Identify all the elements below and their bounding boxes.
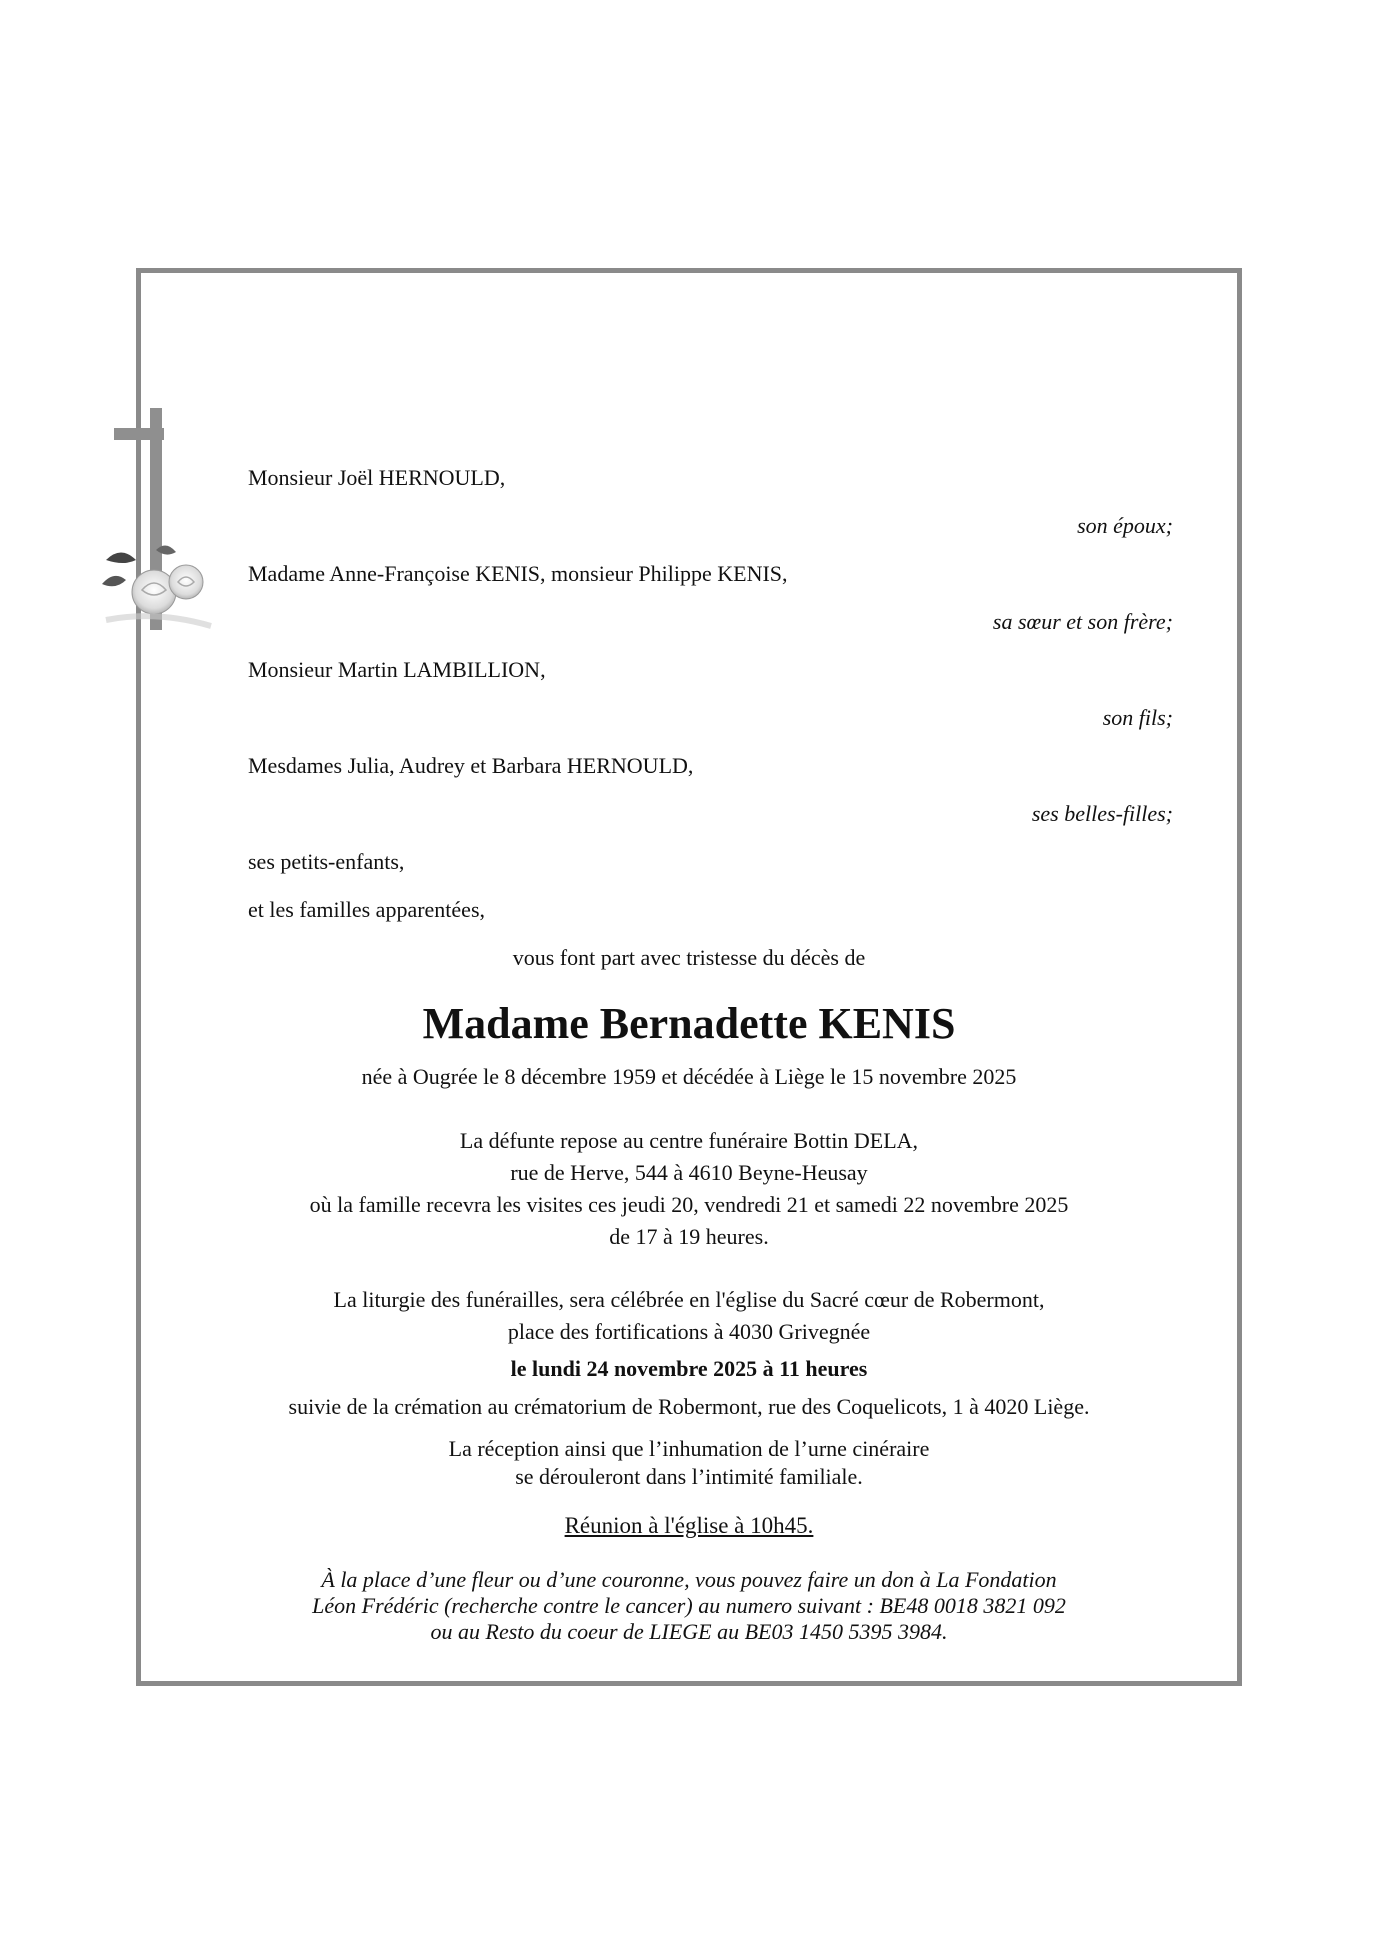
deceased-name: Madame Bernadette KENIS: [422, 999, 956, 1048]
reception-line-2: se dérouleront dans l’intimité familiale.: [515, 1464, 863, 1489]
visitation-line-4: de 17 à 19 heures.: [609, 1224, 769, 1249]
visitation-line-1: La défunte repose au centre funéraire Bottin DELA,: [459, 1128, 919, 1153]
family-names-3: Monsieur Martin LAMBILLION,: [248, 657, 546, 682]
announcement: vous font part avec tristesse du décès de: [512, 945, 866, 970]
liturgy-line-1: La liturgie des funérailles, sera célébrée en l'église du Sacré cœur de Robermont,: [333, 1287, 1045, 1312]
family-relation-3: son fils;: [1102, 705, 1173, 730]
visitation-line-2: rue de Herve, 544 à 4610 Beyne-Heusay: [510, 1160, 868, 1185]
donation-line-2: Léon Frédéric (recherche contre le cancer) au numero suivant : BE48 0018 3821 092: [312, 1593, 1066, 1618]
grandchildren-line: ses petits-enfants,: [248, 849, 405, 874]
family-relation-2: sa sœur et son frère;: [992, 609, 1173, 634]
ceremony-datetime: le lundi 24 novembre 2025 à 11 heures: [510, 1356, 868, 1381]
liturgy-line-2: place des fortifications à 4030 Grivegnée: [507, 1319, 871, 1344]
meeting-note: Réunion à l'église à 10h45.: [564, 1513, 814, 1538]
donation-line-3: ou au Resto du coeur de LIEGE au BE03 1450 5395 3984.: [430, 1619, 948, 1644]
donation-line-1: À la place d’une fleur ou d’une couronne, vous pouvez faire un don à La Fondation: [321, 1567, 1057, 1592]
family-relation-1: son époux;: [1077, 513, 1173, 538]
roses-icon: [96, 540, 216, 634]
cross-bar: [114, 428, 164, 440]
family-names-4: Mesdames Julia, Audrey et Barbara HERNOULD,: [248, 753, 694, 778]
reception-line-1: La réception ainsi que l’inhumation de l’urne cinéraire: [448, 1436, 930, 1461]
visitation-line-3: où la famille recevra les visites ces jeudi 20, vendredi 21 et samedi 22 novembre 2025: [309, 1192, 1069, 1217]
family-names-2: Madame Anne-Françoise KENIS, monsieur Philippe KENIS,: [248, 561, 788, 586]
cremation-line: suivie de la crémation au crématorium de Robermont, rue des Coquelicots, 1 à 4020 Liège.: [288, 1394, 1090, 1419]
family-relation-4: ses belles-filles;: [1031, 801, 1173, 826]
relatives-line: et les familles apparentées,: [248, 897, 486, 922]
life-dates: née à Ougrée le 8 décembre 1959 et décédée à Liège le 15 novembre 2025: [361, 1064, 1017, 1089]
family-names-1: Monsieur Joël HERNOULD,: [248, 465, 506, 490]
